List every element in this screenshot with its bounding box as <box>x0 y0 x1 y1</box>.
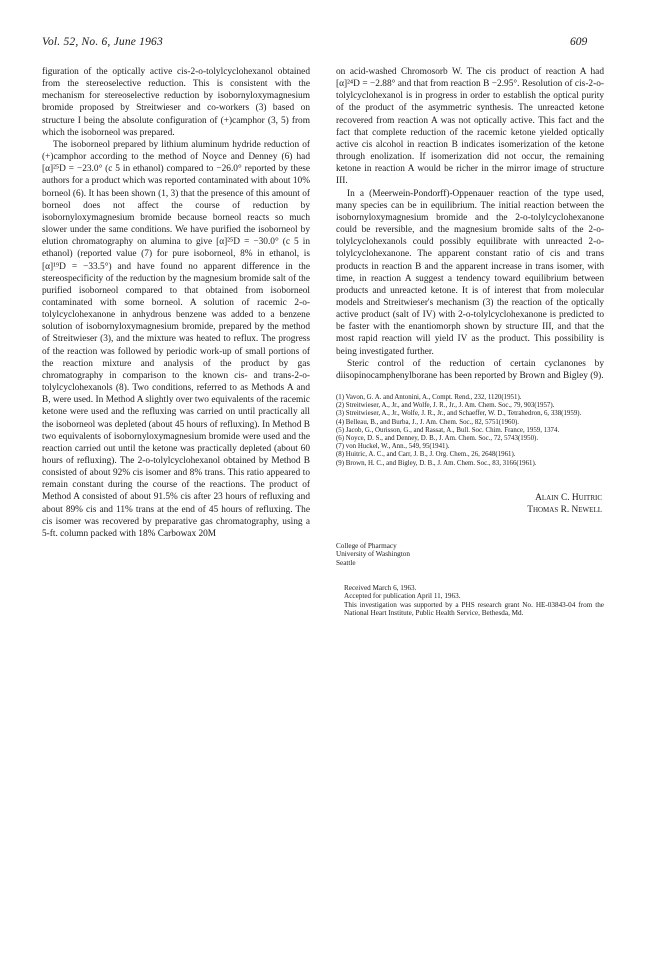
reference-item: (4) Belleau, B., and Burba, J., J. Am. Chem. Soc., 82, 5751(1960). <box>336 418 519 426</box>
left-paragraph-1: figuration of the optically active cis-2-o-tolylcyclohexanol obtained from the stereoselective reduction. This is consistent with the mechanism for stereoselective reduction by isobornyloxymagnesium bromide proposed by Streitwieser and co-workers (3) based on structure I being the absolute configuration of (+)camphor (3, 5) from which the isoborneol was prepared. <box>42 67 310 138</box>
reference-item: (5) Jacob, G., Ourisson, G., and Rassat, A., Bull. Soc. Chim. France, 1959, 1374. <box>336 426 560 434</box>
affiliation-line: University of Washington <box>336 550 410 559</box>
reference-item: (8) Huitric, A. C., and Carr, J. B., J. Org. Chem., 26, 2648(1961). <box>336 451 516 459</box>
funding-note: This investigation was supported by a PHS research grant No. HE-03843-04 from the National Heart Institute, Public Health Service, Bethesda, Md. <box>344 600 604 618</box>
journal-header: Vol. 52, No. 6, June 1963 <box>42 36 163 48</box>
reference-item: (3) Streitwieser, A., Jr., Wolfe, J. R., Jr., and Schaeffer, W. D., Tetrahedron, 6, 338(1959). <box>336 410 582 418</box>
reference-item: (2) Streitwieser, A., Jr., and Wolfe, J. R., Jr., J. Am. Chem. Soc., 79, 903(1957). <box>336 402 555 410</box>
reference-item: (7) von Huckel, W., Ann., 549, 95(1941). <box>336 443 450 451</box>
accepted-date: Accepted for publication April 11, 1963. <box>344 592 461 601</box>
reference-item: (6) Noyce, D. S., and Denney, D. B., J. Am. Chem. Soc., 72, 5743(1950). <box>336 435 539 443</box>
right-paragraph-2: In a (Meerwein-Pondorff)-Oppenauer reaction of the type used, many species can be in equilibrium. The initial reaction between the isobornyloxymagnesium bromide and the 2-o-tolylcyclohexanone could be reversible, and the magnesium bromide salts of the 2-o-tolylcyclohexanols could possibly equilibrate with unreacted 2-o-tolylcyclohexanone. The apparent constant ratio of cis and trans products in reaction B and the apparent increase in trans isomer, with time, in reaction A suggest a tendency toward equilibrium between products and unreacted ketone. It is of interest that from molecular models and Streitwieser's mechanism (3) the reaction of the optically active product (salt of IV) with 2-o-tolylcyclohexanone is predicted to be faster with the enantiomorph shown by structure III, and that the most rapid reaction will yield IV as the product. This possibility is being investigated further. <box>336 188 604 357</box>
received-date: Received March 6, 1963. <box>344 583 417 592</box>
reference-item: (1) Vavon, G. A. and Antonini, A., Compt. Rend., 232, 1120(1951). <box>336 394 522 402</box>
left-column <box>42 66 310 540</box>
right-column <box>336 66 604 618</box>
references-list <box>336 394 604 468</box>
affiliation-line: Seattle <box>336 559 356 568</box>
right-paragraph-3: Steric control of the reduction of certain cyclanones by diisopinocamphenylborane has been reported by Brown and Bigley (9). <box>336 358 604 381</box>
affiliation-line: College of Pharmacy <box>336 541 397 550</box>
author-name: Thomas R. Newell <box>527 504 602 515</box>
right-paragraph-1: on acid-washed Chromosorb W. The cis product of reaction A had [α]²⁴D = −2.88° and that from reaction B −2.95°. Resolution of cis-2-o-tolylcyclohexanol is in progress in order to establish the optical purity of the product of the asymmetric synthesis. The unreacted ketone recovered from reaction A was not optically active. This fact and the fact that complete reduction of the racemic ketone yielded optically active cis alcohol in reaction B indicates isomerization of the ketone through enolization. If isomerization did not occur, the remaining ketone in reaction A would be richer in the mirror image of structure III. <box>336 67 604 187</box>
author-name: Alain C. Huitric <box>535 492 602 503</box>
left-paragraph-2: The isoborneol prepared by lithium aluminum hydride reduction of (+)camphor according to the method of Noyce and Denney (6) had [α]²⁵D = −23.0° (c 5 in ethanol) compared to −26.0° reported by these authors for a product which was reported contaminated with about 10% borneol (6). It has been shown (1, 3) that the presence of this amount of borneol does not affect the course of reduction by isobornyloxymagnesium bromide because borneol reacts so much slower under the same conditions. We have purified the isoborneol by elution chromatography on alumina to give [α]²⁵D = −30.0° (c 5 in ethanol) (reported value (7) for pure isoborneol, 8% in ethanol, is [α]¹⁹D = −33.5°) and have found no apparent difference in the stereospecificity of the reduction by the magnesium bromide salt of the purified isoborneol compared to that obtained from isoborneol contaminated with some borneol. A solution of racemic 2-o-tolylcyclohexanone in anhydrous benzene was added to a benzene solution of isobornyloxymagnesium bromide, prepared by the method of Streitwieser (3), and the mixture was heated to reflux. The progress of the reaction was followed by periodic work-up of small portions of the reaction mixture and analysis of the product by gas chromatography in comparison to the known cis- and trans-2-o-tolylcyclohexanols (8). Two conditions, referred to as Methods A and B, were used. In Method A slightly over two equivalents of the racemic ketone were used and the refluxing was carried on until practically all the isoborneol was depleted (about 45 hours of refluxing). In Method B two equivalents of isobornyloxymagnesium bromide were used and the reaction carried out until the ketone was practically depleted (about 60 hours of refluxing). The 2-o-tolylcyclohexanol obtained by Method B consisted of about 92% cis isomer and 8% trans. This ratio appeared to remain constant during the course of the reactions. The product of Method A consisted of about 91.5% cis after 23 hours of refluxing and about 89% cis and 11% trans at the end of 45 hours of refluxing. The cis isomer was recovered by preparative gas chromatography, using a 5-ft. column packed with 18% Carbowax 20M <box>42 139 310 539</box>
page-number: 609 <box>570 36 588 48</box>
affiliation-block <box>336 542 604 568</box>
reference-item: (9) Brown, H. C., and Bigley, D. B., J. Am. Chem. Soc., 83, 3166(1961). <box>336 459 537 467</box>
author-block <box>336 492 604 516</box>
received-block <box>336 584 604 618</box>
